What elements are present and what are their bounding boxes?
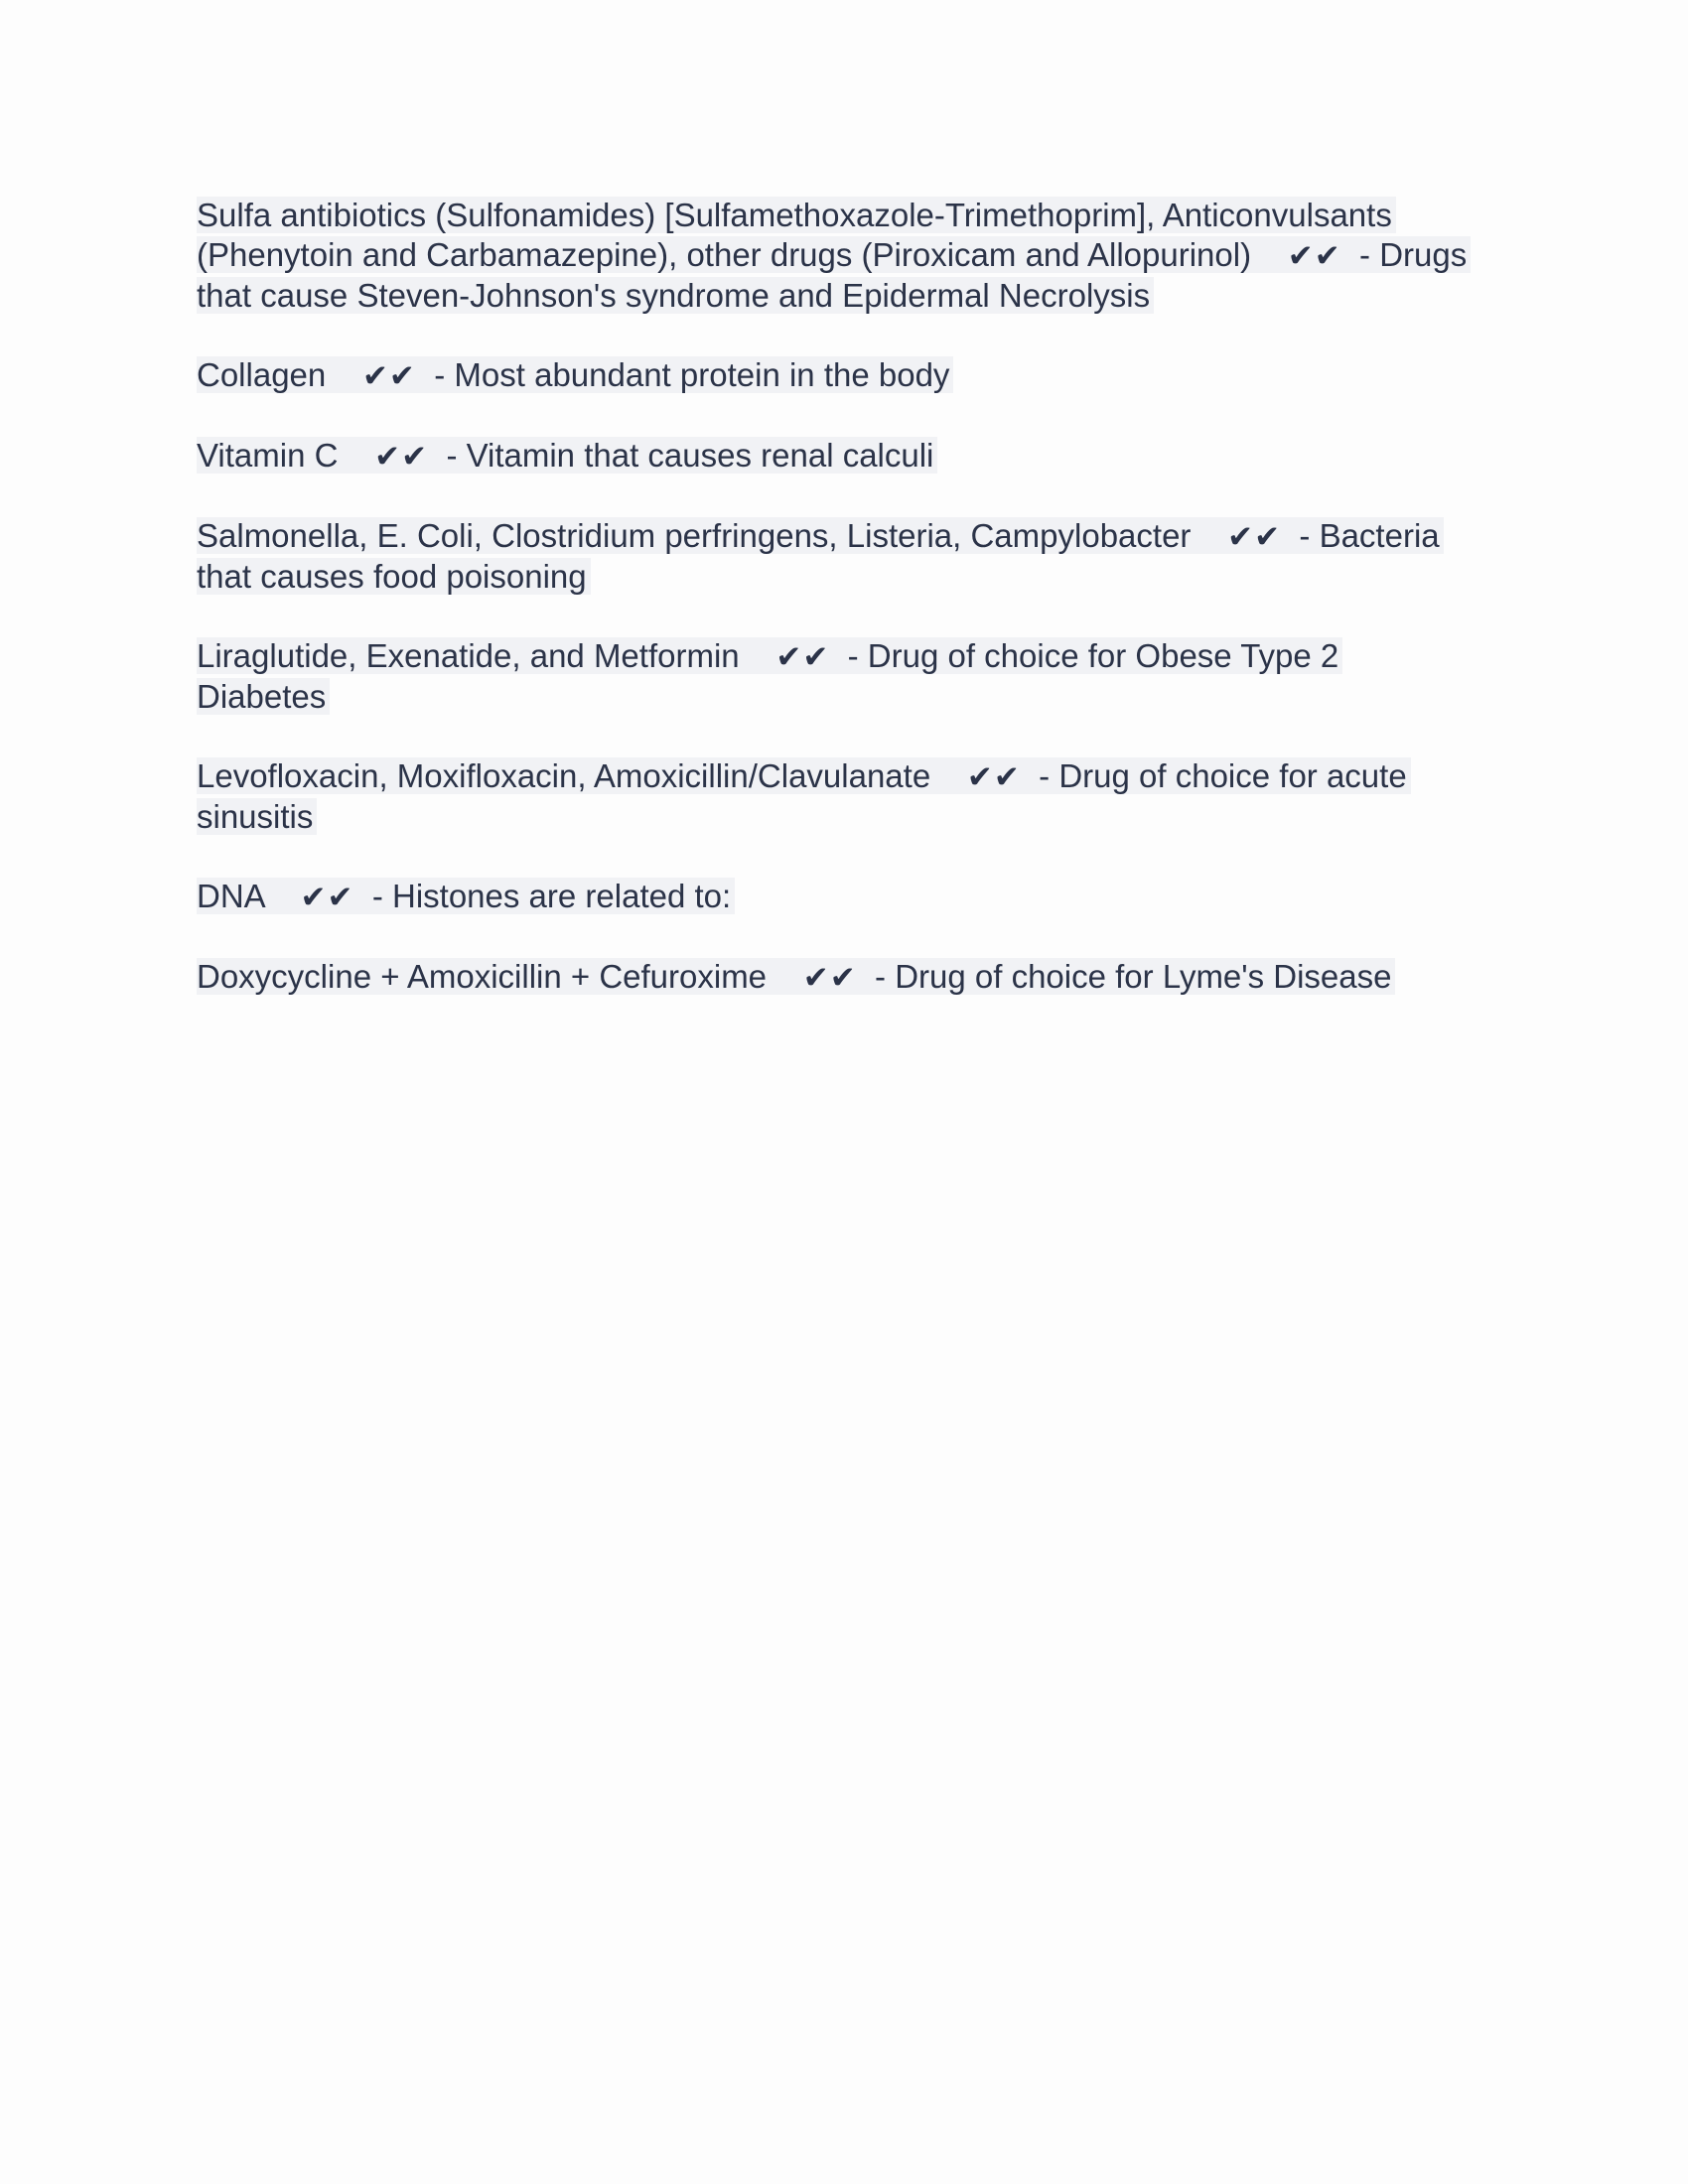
double-check-icon: ✔✔ xyxy=(775,639,830,675)
flashcard-list xyxy=(197,196,1477,1037)
double-check-icon: ✔✔ xyxy=(300,880,354,915)
entry-term: DNA xyxy=(197,878,264,914)
list-item xyxy=(197,436,1477,477)
entry-term: Liraglutide, Exenatide, and Metformin xyxy=(197,637,740,674)
double-check-icon: ✔✔ xyxy=(966,759,1021,795)
list-item xyxy=(197,636,1477,717)
entry-term: Salmonella, E. Coli, Clostridium perfringens, Listeria, Campylobacter xyxy=(197,517,1192,554)
entry-term: Vitamin C xyxy=(197,437,339,474)
double-check-icon: ✔✔ xyxy=(1227,519,1282,555)
entry-definition: - Bacteria that causes food poisoning xyxy=(197,517,1440,595)
entry-definition: - Drug of choice for Lyme's Disease xyxy=(875,958,1392,995)
entry-definition: - Drugs that cause Steven-Johnson's syndrome and Epidermal Necrolysis xyxy=(197,236,1468,314)
entry-definition: - Most abundant protein in the body xyxy=(434,356,950,393)
entry-term: Sulfa antibiotics (Sulfonamides) [Sulfamethoxazole-Trimethoprim], Anticonvulsants (Phenytoin and Carbamazepine), other drugs (Piroxicam and Allopurinol) xyxy=(197,197,1392,273)
list-item xyxy=(197,877,1477,917)
entry-term: Levofloxacin, Moxifloxacin, Amoxicillin/Clavulanate xyxy=(197,757,931,794)
list-item xyxy=(197,957,1477,998)
list-item xyxy=(197,355,1477,396)
entry-definition: - Drug of choice for acute sinusitis xyxy=(197,757,1407,835)
entry-term: Doxycycline + Amoxicillin + Cefuroxime xyxy=(197,958,768,995)
double-check-icon: ✔✔ xyxy=(802,960,857,996)
entry-definition: - Drug of choice for Obese Type 2 Diabetes xyxy=(197,637,1339,715)
entry-term: Collagen xyxy=(197,356,327,393)
double-check-icon: ✔✔ xyxy=(374,439,429,475)
entry-definition: - Vitamin that causes renal calculi xyxy=(446,437,934,474)
double-check-icon: ✔✔ xyxy=(361,358,416,394)
list-item xyxy=(197,516,1477,597)
list-item xyxy=(197,196,1477,316)
entry-definition: - Histones are related to: xyxy=(371,878,732,914)
list-item xyxy=(197,756,1477,837)
double-check-icon: ✔✔ xyxy=(1287,238,1341,274)
